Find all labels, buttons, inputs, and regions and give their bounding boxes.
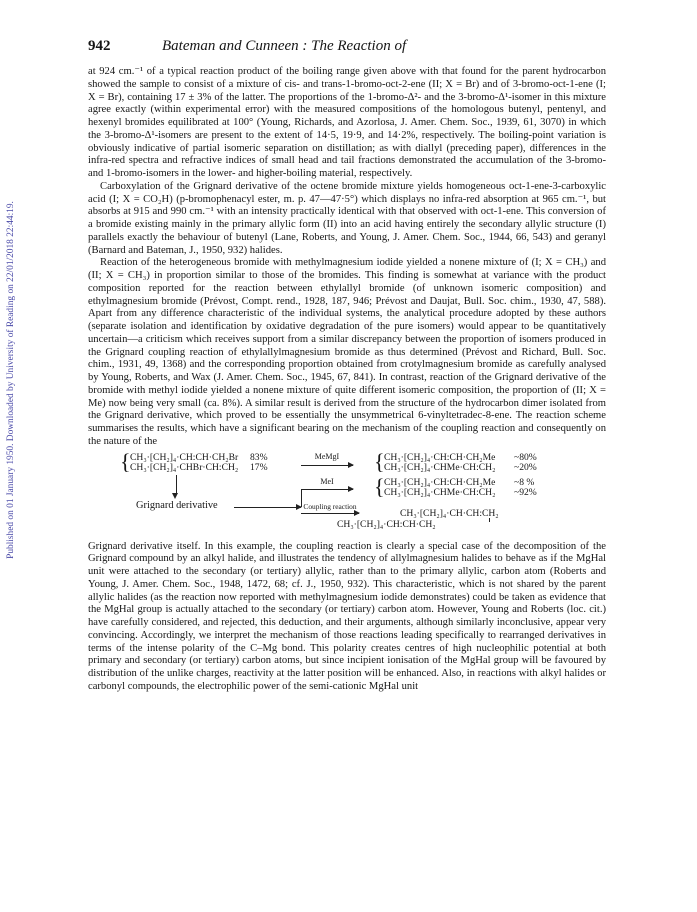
paragraph-1: at 924 cm.⁻¹ of a typical reaction product of the boiling range given above with that found for the parent hydrocarbon showed the sample to consist of a mixture of cis- and trans-1-bromo-oct-2-ene (II; X = Br) and of 3-bromo-oct-1-ene (I; X = Br), containing 17 ± 3% of the latter. The proportions of the 1-bromo-Δ²- and the 3-bromo-Δ¹-isomer in this mixture agree exactly (within experimental error) with the measured compositions of the homologous butenyl, pentenyl, and hexenyl bromides equilibrated at 100° (Young, Richards, and Azorlosa, J. Amer. Chem. Soc., 1939, 61, 3070) in which the 3-bromo-Δ¹-isomers are present to the extent of 14·5, 19·9, and 14·2%, respectively. The boiling-point variation is obviously indicative of partial isomeric separation on distillation; as with diallyl (preceding paper), differences in the infra-red spectra and refractive indices of small head and tail fractions demonstrated the accumulation of the 3-bromo- and 1-bromo-isomers in the lower- and higher-boiling material, respectively. <box>88 66 606 179</box>
running-title: Bateman and Cunneen : The Reaction of <box>162 38 407 54</box>
page-header <box>88 38 606 60</box>
product-2a: CH₃·[CH₂]₄·CH:CH·CH₂Me <box>384 476 496 488</box>
journal-page <box>88 38 606 694</box>
reaction-scheme <box>88 448 606 535</box>
reactant-1: CH₃·[CH₂]₄·CH:CH·CH₂Br <box>130 451 239 463</box>
paragraph-3: Reaction of the heterogeneous bromide with methylmagnesium iodide yielded a nonene mixture of (I; X = CH₃) and (II; X = CH₃) in proportion similar to those of the bromides. This finding is somewhat at variance with the product composition reported for the reaction between ethylallyl bromide (of unknown isomeric composition) and ethylmagnesium bromide (Prévost, Compt. rend., 1928, 187, 946; Prévost and Daujat, Bull. Soc. chim., 1930, 47, 588). Apart from any difference characteristic of the individual systems, the analytical procedure adopted by these authors (separate isolation and identification by oxidative degradation of the pure isomers) would appear to be quantitatively uncertain—a criticism which receives support from a similar discrepancy between the proportion of isomers produced in the Grignard coupling reaction of ethylallylmagnesium bromide as thus determined (Prévost and Richard, Bull. Soc. chim., 1931, 49, 1368) and the corresponding proportion obtained from crotylmagnesium bromide as carefully analysed by Young, Roberts, and Wax (J. Amer. Chem. Soc., 1945, 67, 841). In contrast, reaction of the Grignard derivative of the bromide with methyl iodide yielded a nonene mixture of quite different isomeric composition, the proportion of (II; X = Me) now being very small (ca. 8%). A similar result is derived from the structure of the hydrocarbon dimer isolated from the Grignard derivative, which proved to be essentially the unsymmetrical 6-vinyltetradec-8-ene. The reaction scheme summarises the results, which have a significant bearing on the mechanism of the coupling reaction and consequently on the nature of the <box>88 257 606 447</box>
product-2b: CH₃·[CH₂]₄·CHMe·CH:CH₂ <box>384 486 496 498</box>
dimer-bond <box>489 518 490 522</box>
reagent-mei: MeI <box>320 476 334 486</box>
reactant-2: CH₃·[CH₂]₄·CHBr·CH:CH₂ <box>130 461 239 473</box>
product-2a-percent: ~8 % <box>514 476 535 488</box>
right-brace-1: { <box>374 448 385 474</box>
grignard-label: Grignard derivative <box>136 499 218 511</box>
product-1b-percent: ~20% <box>514 461 537 473</box>
right-brace-2: { <box>374 473 385 499</box>
dimer-line-1: CH₃·[CH₂]₄·CH·CH:CH₂ <box>400 507 499 519</box>
reagent-coupling: Coupling reaction <box>303 501 357 511</box>
arrow-memgi <box>301 465 353 466</box>
page-number: 942 <box>88 38 111 54</box>
product-1a-percent: ~80% <box>514 451 537 463</box>
down-arrow-shaft <box>176 475 177 493</box>
paragraph-2: Carboxylation of the Grignard derivative of the octene bromide mixture yields homogeneous oct-1-ene-3-carboxylic acid (I; X = CO₂H) (p-bromophenacyl ester, m. p. 47—47·5°) which displays no infra-red absorption at 965 cm.⁻¹, but absorbs at 915 and 990 cm.⁻¹ with an intensity practically identical with that observed with oct-1-ene. This conversion of a bromide existing mainly in the primary allylic form (II) into an acid having entirely the secondary allylic structure (I) parallels exactly the behaviour of butenyl (Lane, Roberts, and Young, J. Amer. Chem. Soc., 1944, 66, 543) and geranyl (Barnard and Bateman, J., 1950, 932) halides. <box>88 180 606 256</box>
left-brace: { <box>120 448 131 474</box>
product-1a: CH₃·[CH₂]₄·CH:CH·CH₂Me <box>384 451 496 463</box>
paragraph-4: Grignard derivative itself. In this example, the coupling reaction is clearly a special case of the decomposition of the Grignard compound by an alkyl halide, and illustrates the tendency of allylmagnesium halides to behave as if the MgHal unit were attached to the secondary (or tertiary) allylic, rather than to the primary allylic, carbon atom (Roberts and Young, J. Amer. Chem. Soc., 1948, 1472, 68; cf. J., 1950, 932). This characteristic, which is not shared by the parent allylic halides (as the reaction now reported with methylmagnesium iodide demonstrates) could be taken as evidence that the MgHal group is actually attached to the secondary (or tertiary) carbon atom. However, Young and Roberts (loc. cit.) have carefully considered, and rejected, this deduction, and their arguments, although similarly inconclusive, appear very convincing. Accordingly, we interpret the mechanism of those reactions leading specifically to rearranged derivatives in terms of the intense polarity of the C–Mg bond. This polarity creates centres of high nucleophilic potential at both primary and secondary (or tertiary) carbon atoms, but since incipient ionisation of the MgHal group will be favoured by distribution of the unlike charges, reactivity at the latter position will be enhanced. Also, in reactions with alkyl halides or carbonyl compounds, the electrophilic power of the semi-cationic MgHal unit <box>88 540 606 692</box>
dimer-line-2: CH₃·[CH₂]₄·CH:CH·CH₂ <box>337 518 436 530</box>
download-notice <box>4 120 18 640</box>
download-notice-text: Published on 01 January 1950. Downloaded by University of Reading on 22/01/2018 22:44:19. <box>6 201 16 559</box>
grignard-line <box>234 507 301 508</box>
product-1b: CH₃·[CH₂]₄·CHMe·CH:CH₂ <box>384 461 496 473</box>
arrow-mei <box>301 489 353 490</box>
arrow-coupling <box>301 513 359 514</box>
reagent-memgi: MeMgI <box>314 451 340 461</box>
product-2b-percent: ~92% <box>514 486 537 498</box>
reactant-1-percent: 83% <box>250 451 268 463</box>
reactant-2-percent: 17% <box>250 461 268 473</box>
